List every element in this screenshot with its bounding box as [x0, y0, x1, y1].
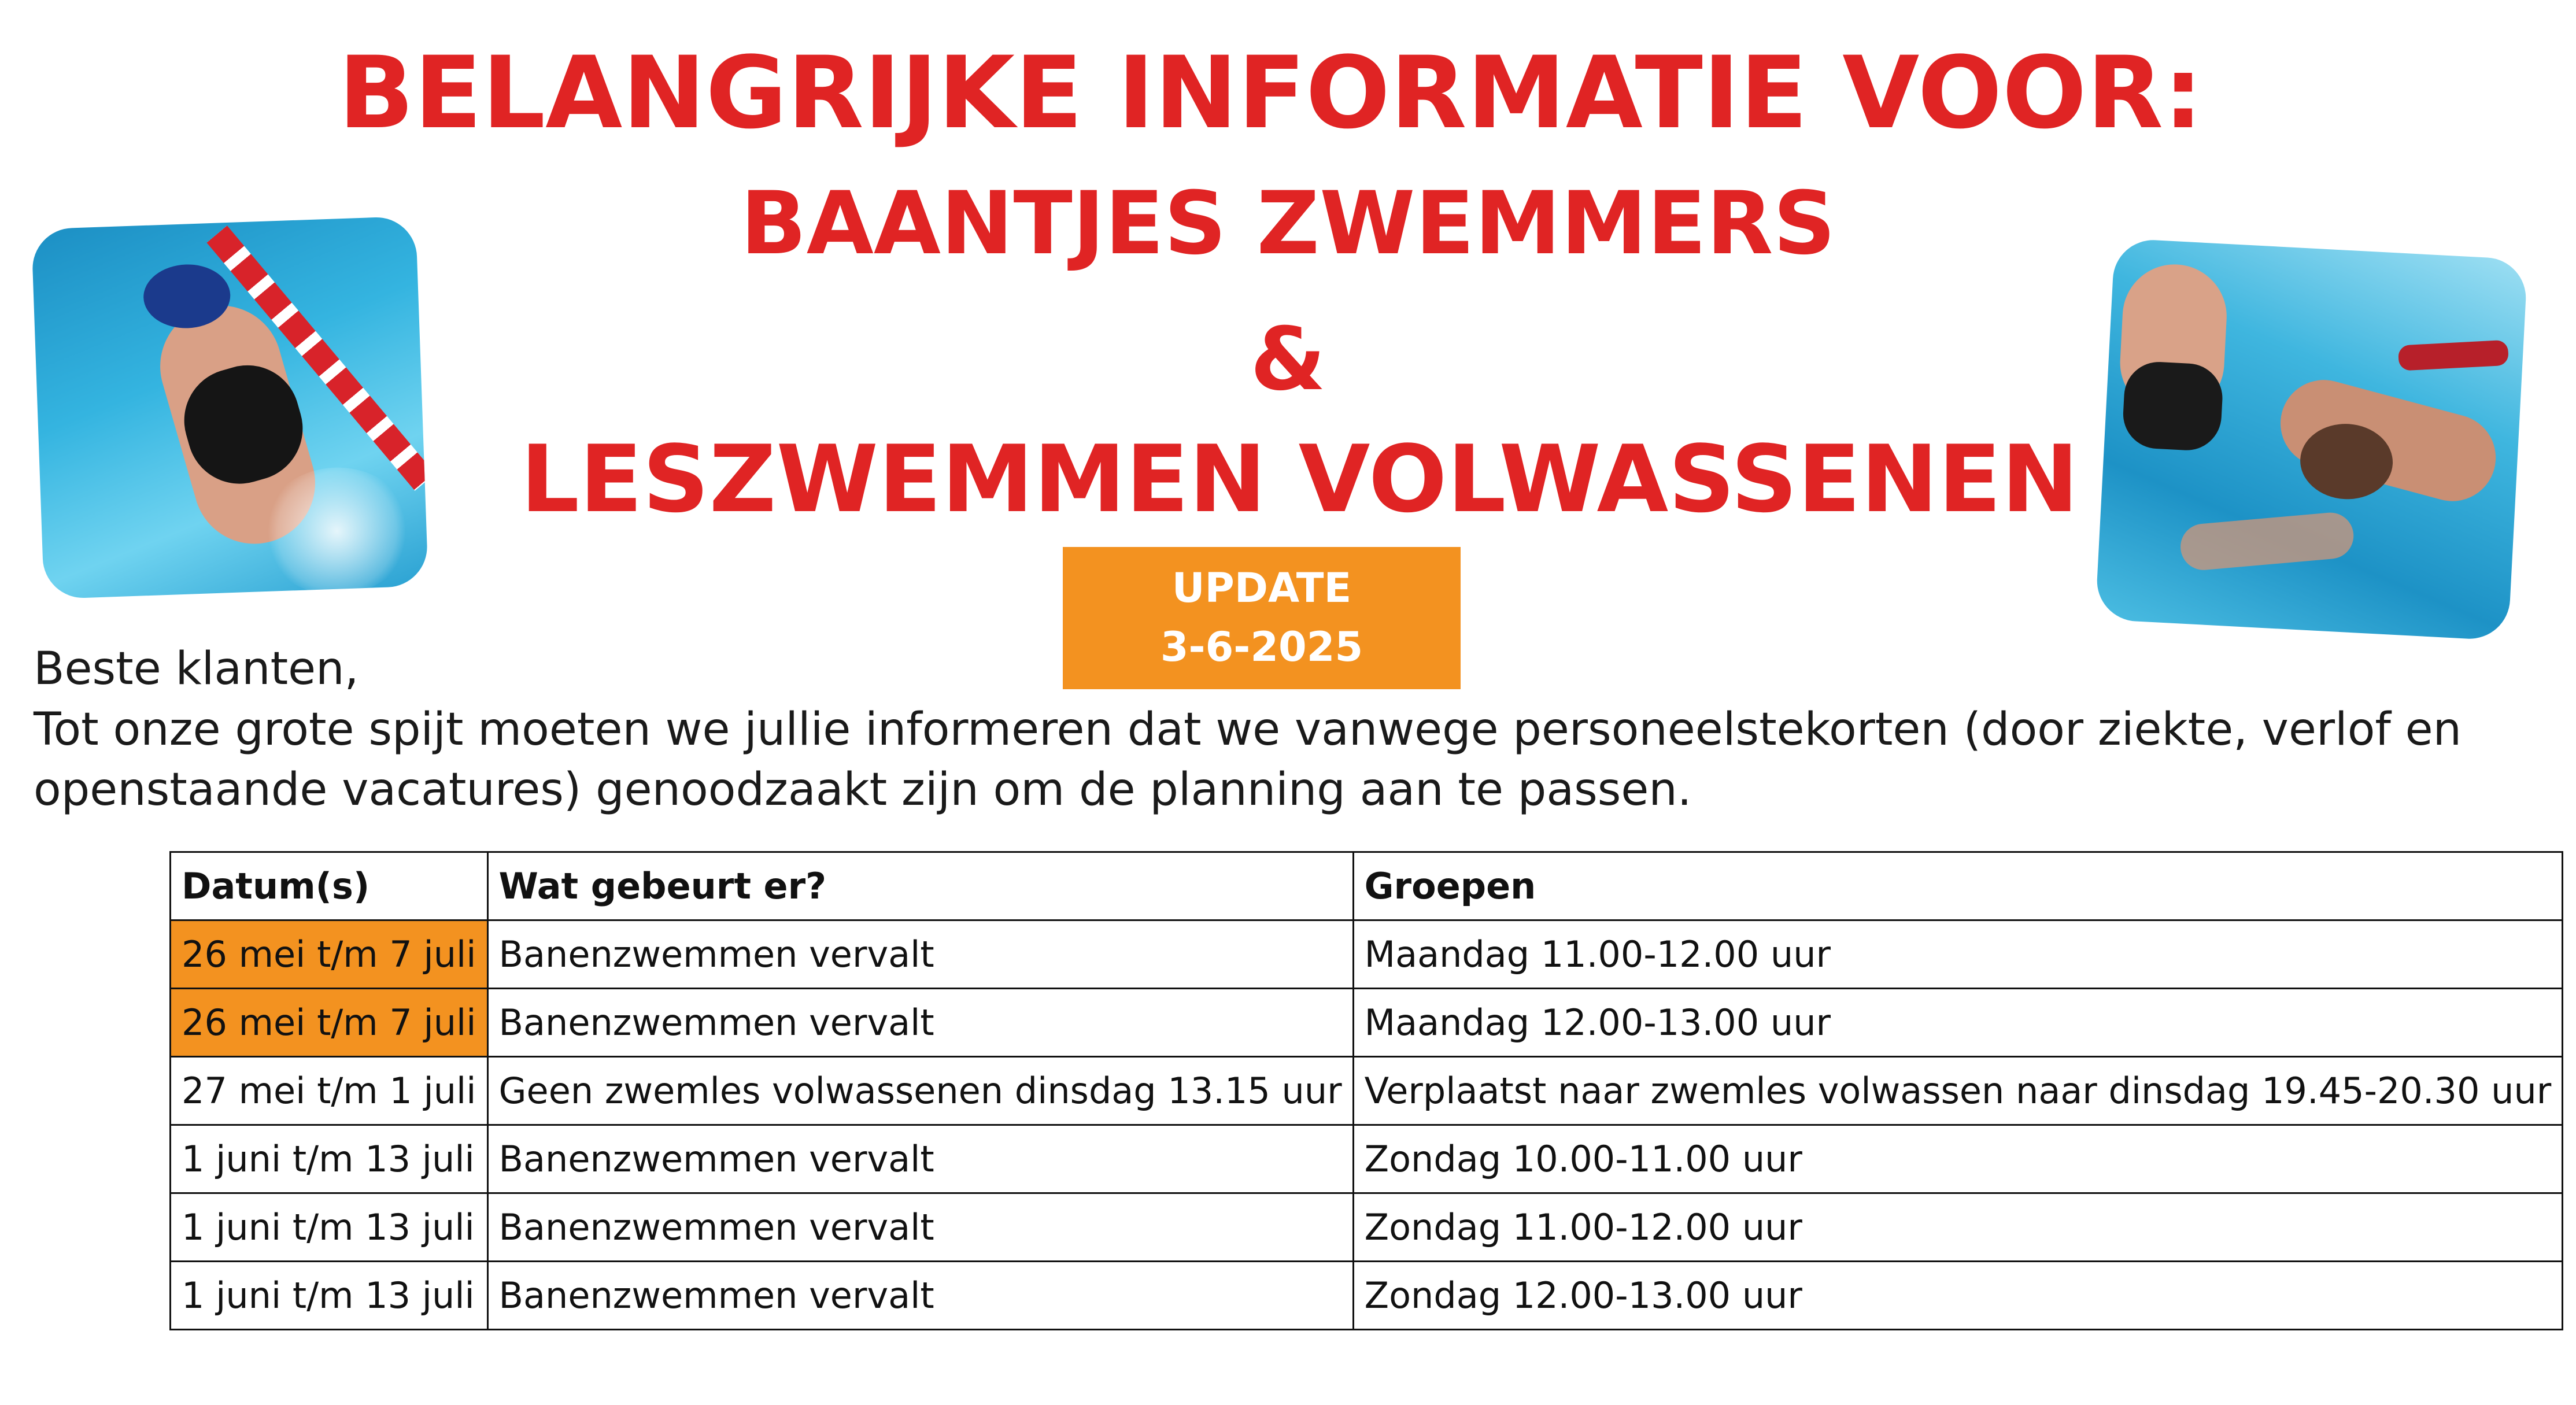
- row-group: Zondag 11.00-12.00 uur: [1353, 1193, 2563, 1262]
- intro-line-1: Tot onze grote spijt moeten we jullie informeren dat we vanwege personeelstekorten (door ziekte, verlof en: [34, 704, 2462, 756]
- row-date: 1 juni t/m 13 juli: [171, 1125, 488, 1193]
- row-group: Zondag 12.00-13.00 uur: [1353, 1262, 2563, 1330]
- row-date: 1 juni t/m 13 juli: [171, 1193, 488, 1262]
- greeting-text: Beste klanten,: [34, 643, 359, 695]
- update-badge-date: 3-6-2025: [1160, 623, 1363, 671]
- instructor-swimsuit-shape: [2122, 360, 2224, 452]
- title-line-2: BAANTJES ZWEMMERS: [740, 173, 1836, 274]
- student-swimwear-shape: [2398, 340, 2509, 371]
- table-row: [171, 989, 2563, 1057]
- table-row: [171, 920, 2563, 989]
- schedule-table: [169, 851, 2563, 1330]
- intro-paragraph: [34, 700, 2462, 820]
- row-group: Maandag 12.00-13.00 uur: [1353, 989, 2563, 1057]
- row-event: Banenzwemmen vervalt: [487, 1193, 1353, 1262]
- table-row: [171, 1057, 2563, 1125]
- row-event: Banenzwemmen vervalt: [487, 920, 1353, 989]
- row-date: 26 mei t/m 7 juli: [171, 920, 488, 989]
- lap-swimmer-photo: [31, 216, 428, 600]
- row-date: 26 mei t/m 7 juli: [171, 989, 488, 1057]
- row-event: Banenzwemmen vervalt: [487, 989, 1353, 1057]
- table-row: [171, 1125, 2563, 1193]
- title-line-1: BELANGRIJKE INFORMATIE VOOR:: [338, 35, 2203, 151]
- row-event: Geen zwemles volwassenen dinsdag 13.15 uur: [487, 1057, 1353, 1125]
- header-groups: Groepen: [1353, 852, 2563, 920]
- row-group: Verplaatst naar zwemles volwassen naar dinsdag 19.45-20.30 uur: [1353, 1057, 2563, 1125]
- row-event: Banenzwemmen vervalt: [487, 1125, 1353, 1193]
- table-row: [171, 1193, 2563, 1262]
- row-group: Zondag 10.00-11.00 uur: [1353, 1125, 2563, 1193]
- update-badge: [1063, 547, 1461, 689]
- header-dates: Datum(s): [171, 852, 488, 920]
- row-group: Maandag 11.00-12.00 uur: [1353, 920, 2563, 989]
- student-arms-shape: [2179, 511, 2356, 572]
- header-event: Wat gebeurt er?: [487, 852, 1353, 920]
- table-header-row: [171, 852, 2563, 920]
- swim-lesson-photo: [2095, 238, 2528, 641]
- student-body-shape: [2271, 370, 2505, 511]
- update-badge-label: UPDATE: [1171, 564, 1352, 612]
- title-line-4: LESZWEMMEN VOLWASSENEN: [520, 425, 2079, 533]
- table-row: [171, 1262, 2563, 1330]
- row-date: 27 mei t/m 1 juli: [171, 1057, 488, 1125]
- title-ampersand: &: [1250, 309, 1326, 410]
- row-event: Banenzwemmen vervalt: [487, 1262, 1353, 1330]
- intro-line-2: openstaande vacatures) genoodzaakt zijn om de planning aan te passen.: [34, 764, 1692, 816]
- row-date: 1 juni t/m 13 juli: [171, 1262, 488, 1330]
